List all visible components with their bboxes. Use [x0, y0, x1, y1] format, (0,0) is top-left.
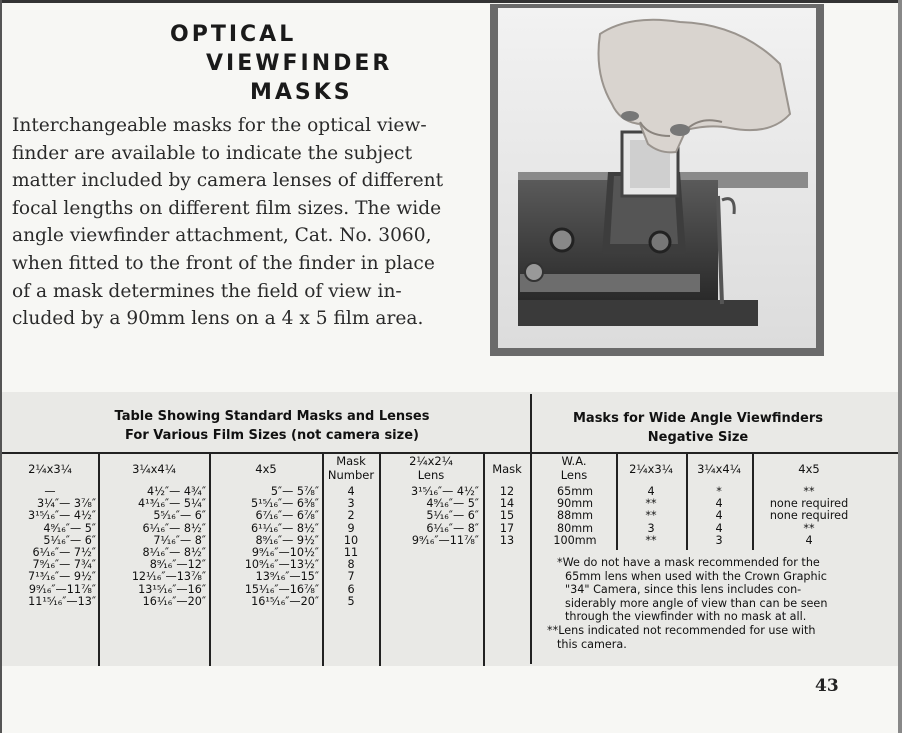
table-cell: 11 [343, 545, 359, 559]
table-cell: 8¹⁄₁₆″— 8½″ [142, 545, 206, 559]
footnote-line: "34" Camera, since this lens includes con- [565, 583, 802, 597]
footnote-line: siderably more angle of view than can be seen [565, 596, 828, 610]
table-cell: 7 [347, 570, 355, 584]
page-border-top [0, 0, 902, 3]
standard-table-heading [62, 407, 482, 445]
table-cell: 7⁹⁄₁₆″— 7¾″ [32, 558, 96, 572]
column-rule [98, 452, 100, 666]
intro-line: angle viewfinder attachment, Cat. No. 3060, [12, 225, 432, 247]
table-cell: 10⁹⁄₁₆″—13½″ [244, 558, 319, 572]
camera-knob [650, 232, 670, 252]
table-cell: 5¹⁵⁄₁₆″— 6⅜″ [251, 497, 319, 511]
viewfinder-mask-photo [490, 4, 824, 356]
header-line: Lens [560, 468, 588, 482]
table-cell: 4⁹⁄₁₆″— 5″ [426, 497, 479, 511]
column-header: 2¼x3¼ [28, 462, 72, 476]
column-wa-2x3 [618, 486, 684, 547]
table-cell: 4¹³⁄₁₆″— 5¼″ [138, 497, 206, 511]
table-cell: ** [803, 485, 815, 498]
heading-line: Masks for Wide Angle Viewfinders [572, 411, 824, 426]
table-cell: 90mm [556, 497, 594, 511]
table-cell: 4 [647, 485, 655, 498]
table-cell: 4 [715, 521, 723, 535]
table-cell: 15¹⁄₁₆″—16⅞″ [244, 582, 319, 596]
table-cell: 12¹⁄₁₆″—13⅞″ [131, 570, 206, 584]
table-cell: 15 [499, 509, 515, 523]
intro-line: Interchangeable masks for the optical view- [12, 115, 427, 136]
table-cell: 65mm [556, 485, 594, 498]
wide-angle-table-heading [538, 409, 858, 447]
table-cell: 13 [499, 533, 515, 547]
column-header: Mask [492, 462, 522, 476]
page-number: 43 [815, 676, 839, 696]
table-cell: — [44, 485, 56, 498]
table-cell: 17 [499, 521, 515, 535]
table-cell: 6¹¹⁄₁₆″— 8½″ [251, 521, 319, 535]
table-cell: 9 [347, 521, 355, 535]
intro-paragraph [12, 112, 462, 333]
table-cell: 3 [647, 521, 655, 535]
column-4x5 [213, 486, 319, 608]
heading-line: For Various Film Sizes (not camera size) [125, 428, 419, 443]
table-cell: 3¹⁵⁄₁₆″— 4½″ [28, 509, 96, 523]
column-header: 3¼x4¼ [697, 462, 741, 476]
table-cell: 5¹⁄₁₆″— 6″ [426, 509, 479, 523]
column-rule [483, 452, 485, 666]
table-cell: 8⁹⁄₁₆″— 9½″ [255, 533, 319, 547]
header-line: W.A. [561, 454, 587, 468]
table-cell: 4 [347, 485, 355, 498]
table-cell: 5¹⁄₁₆″— 6″ [43, 533, 96, 547]
table-cell: 13⁹⁄₁₆″—15″ [255, 570, 319, 584]
column-header [534, 454, 614, 482]
column-header: 4x5 [798, 462, 820, 476]
title-line: VIEWFINDER [206, 51, 393, 76]
footnotes [547, 556, 857, 651]
table-cell: 9⁹⁄₁₆″—10½″ [251, 545, 319, 559]
table-cell: 8 [347, 558, 355, 572]
table-cell: 9⁹⁄₁₆″—11⅞″ [411, 533, 479, 547]
footnote-line: through the viewfinder with no mask at all. [565, 610, 807, 624]
column-rule [209, 452, 211, 666]
table-cell: ** [645, 509, 657, 523]
column-mask-number [324, 486, 378, 608]
footnote-line: *We do not have a mask recommended for the [557, 556, 820, 569]
column-2x2-mask [485, 486, 529, 547]
table-cell: 7¹³⁄₁₆″— 9½″ [28, 570, 96, 584]
table-cell: 4½″— 4¾″ [146, 485, 206, 498]
page-border-right [898, 0, 902, 733]
table-cell: none required [769, 509, 849, 523]
column-header [324, 454, 378, 482]
table-cell: 88mm [556, 509, 594, 523]
table-cell: 12 [499, 485, 515, 498]
column-header: 3¼x4¼ [132, 462, 176, 476]
column-header: 2¼x3¼ [629, 462, 673, 476]
table-cell: 6¹⁄₁₆″— 8″ [426, 521, 479, 535]
table-cell: 6 [347, 582, 355, 596]
column-header [381, 454, 481, 482]
footnote-line: this camera. [557, 637, 627, 651]
table-cell: 4 [715, 497, 723, 511]
header-line: Lens [417, 468, 445, 482]
table-cell: 4 [715, 509, 723, 523]
table-cell: 4⁹⁄₁₆″— 5″ [43, 521, 96, 535]
column-2x2-lens [383, 486, 479, 547]
footnote-line: **Lens indicated not recommended for use with [547, 623, 816, 637]
intro-line: finder are available to indicate the subject [12, 142, 413, 164]
table-cell: 6¹⁄₁₆″— 7½″ [32, 545, 96, 559]
table-cell: 80mm [556, 521, 594, 535]
intro-line: when fitted to the front of the finder in place [12, 252, 435, 274]
column-3x4 [102, 486, 206, 608]
column-rule [379, 452, 381, 666]
table-cell: 10 [343, 533, 359, 547]
table-cell: 6⁷⁄₁₆″— 6⅞″ [255, 509, 319, 523]
table-cell: 3¼″— 3⅞″ [36, 497, 96, 511]
table-cell: 7¹⁄₁₆″— 8″ [153, 533, 206, 547]
intro-line: cluded by a 90mm lens on a 4 x 5 film area. [12, 308, 424, 330]
table-cell: 5″— 5⅞″ [270, 485, 319, 498]
photo-illustration [490, 4, 824, 356]
title-line: OPTICAL [170, 22, 297, 47]
heading-line: Table Showing Standard Masks and Lenses [114, 409, 430, 424]
footnote-line: 65mm lens when used with the Crown Graphic [565, 569, 827, 583]
table-cell: 5 [347, 594, 355, 608]
mask-tables [2, 392, 898, 666]
intro-line: focal lengths on different film sizes. The wide [12, 197, 442, 219]
column-wa-3x4 [688, 486, 750, 547]
table-cell: 100mm [553, 533, 597, 547]
table-cell: 3 [715, 533, 723, 547]
table-cell: 16¹⁵⁄₁₆″—20″ [251, 594, 319, 608]
table-cell: 3 [347, 497, 355, 511]
table-cell: none required [769, 497, 849, 511]
header-line: 2¼x2¼ [409, 454, 453, 468]
column-header: 4x5 [255, 462, 277, 476]
heading-line: Negative Size [647, 430, 749, 445]
camera-knob [551, 229, 573, 251]
column-2x3 [4, 486, 96, 608]
table-cell: ** [645, 533, 657, 547]
table-cell: 2 [347, 509, 355, 523]
table-cell: * [716, 485, 722, 498]
table-cell: 3¹⁵⁄₁₆″— 4½″ [411, 485, 479, 498]
table-cell: 11¹⁵⁄₁₆″—13″ [28, 594, 96, 608]
intro-line: matter included by camera lenses of different [12, 170, 444, 192]
table-cell: ** [645, 497, 657, 511]
table-cell: 14 [499, 497, 515, 511]
column-wa-4x5 [754, 486, 864, 547]
title-line: MASKS [250, 80, 353, 105]
table-cell: ** [803, 521, 815, 535]
table-divider [530, 394, 532, 664]
column-wa-lens [536, 486, 614, 547]
table-cell: 5⁵⁄₁₆″— 6″ [153, 509, 206, 523]
table-cell: 4 [805, 533, 813, 547]
header-line: Number [327, 468, 375, 482]
table-cell: 6¹⁄₁₆″— 8½″ [142, 521, 206, 535]
page-title [130, 20, 450, 107]
table-cell: 13¹⁵⁄₁₆″—16″ [138, 582, 206, 596]
table-cell: 8⁹⁄₁₆″—12″ [149, 558, 206, 572]
table-cell: 16¹⁄₁₆″—20″ [142, 594, 206, 608]
header-line: Mask [336, 454, 366, 468]
table-cell: 9⁹⁄₁₆″—11⅞″ [28, 582, 96, 596]
intro-line: of a mask determines the field of view in- [12, 280, 402, 302]
